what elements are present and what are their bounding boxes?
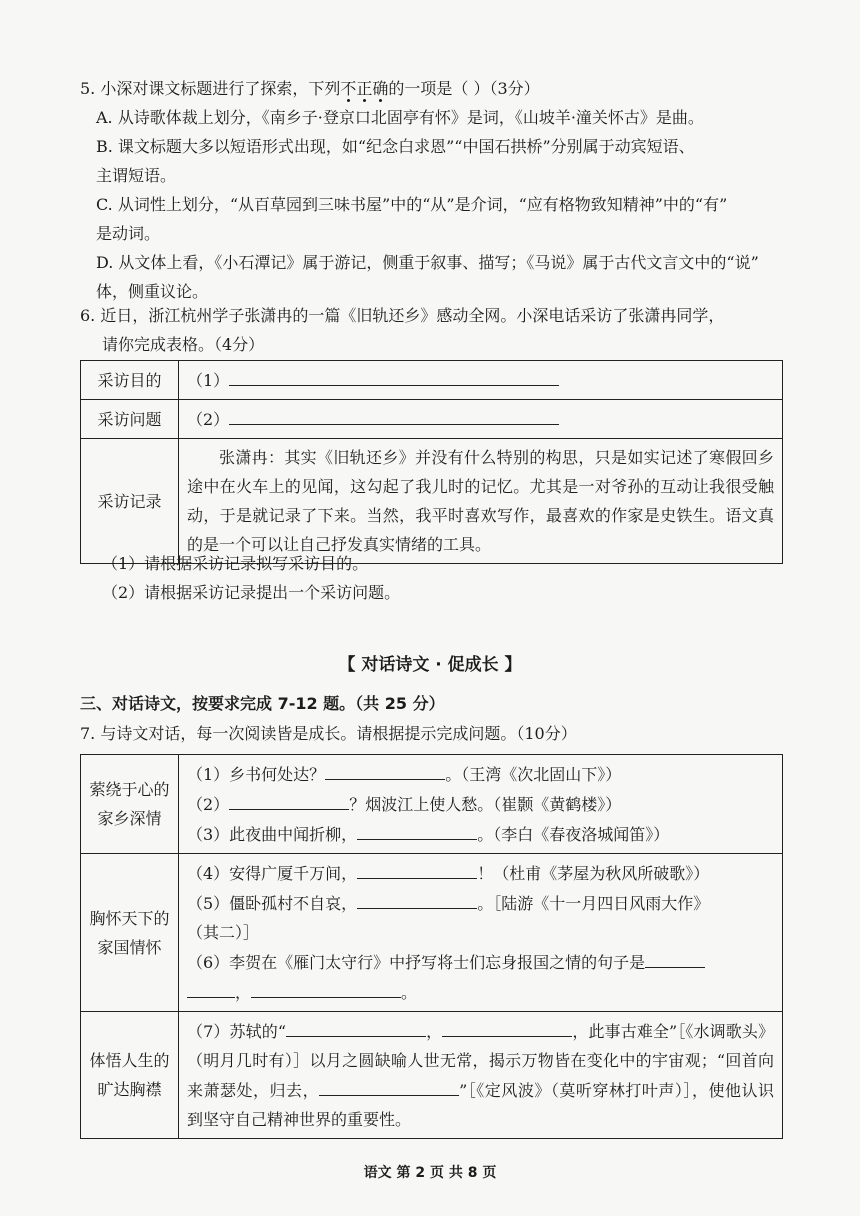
answer-blank[interactable] [645,947,705,968]
option-c [80,190,780,248]
line-3 [187,819,774,849]
group-label-life: 体悟人生的旷达胸襟 [81,1012,179,1139]
answer-blank[interactable] [229,404,559,425]
line-2 [187,789,774,819]
option-d-line2: 体，侧重议论。 [96,282,209,301]
line-text: 。（李白《春夜洛城闻笛》） [477,825,670,844]
group-life-lines [179,1012,783,1139]
answer-cell-purpose [179,361,783,400]
line-text: （3）此夜曲中闻折柳， [187,825,358,844]
emphasis-char: 正 [356,79,373,98]
question-5 [80,74,780,306]
answer-blank[interactable] [357,819,477,840]
group-label-hometown: 萦绕于心的家乡深情 [81,755,179,854]
line-text: ”［《定风波》（莫听穿林打叶声）］，使他认识到坚守自己精神世界的重要性。 [187,1081,774,1129]
question-6-stem [80,301,780,359]
answer-cell-question [179,400,783,439]
option-c-line2: 是动词。 [96,224,161,243]
line-text: ？烟波江上使人愁。（崔颢《黄鹤楼》） [349,795,622,814]
line-text: 。（王湾《次北固山下》） [445,765,622,784]
question-6-stem-line1: 6. 近日，浙江杭州学子张潇冉的一篇《旧轨还乡》感动全网。小深电话采访了张潇冉同学， [80,306,725,325]
line-4 [187,858,774,888]
option-d-line1: D. 从文体上看，《小石潭记》属于游记，侧重于叙事、描写；《马说》属于古代文言文中的“说” [96,253,759,272]
line-text: ，此事古难全”［《水调歌头》（明月几时有）］以月之圆缺喻人世无常，揭示万物皆在变化中的宇宙观；“回首向来萧瑟处，归去， [187,1022,774,1100]
question-7-stem [80,719,780,748]
line-text: （5）僵卧孤村不自哀， [187,894,358,913]
stem-text: 的一项是（ ）（3分） [388,79,540,98]
table-row [81,400,783,439]
table-row [81,361,783,400]
line-1 [187,759,774,789]
line-text: （6）李贺在《雁门太守行》中抒写将士们忘身报国之情的句子是 [187,953,646,972]
question-6-subquestions [80,549,780,607]
line-text: 。 [401,983,418,1002]
answer-number: （2） [187,410,230,429]
line-text: ， [426,1022,443,1041]
answer-number: （1） [187,371,230,390]
option-b [80,132,780,190]
question-7-stem-text: 7. 与诗文对话，每一次阅读皆是成长。请根据提示完成问题。（10分） [80,724,577,743]
interview-table [80,360,783,564]
emphasis-char: 确 [372,79,389,98]
line-6-cont [187,977,774,1007]
line-text: （2） [187,795,230,814]
table-row [81,1012,783,1139]
answer-blank[interactable] [286,1016,426,1037]
page-footer: 语文 第 2 页 共 8 页 [363,1165,497,1181]
answer-blank[interactable] [251,977,401,998]
line-text: （4）安得广厦千万间， [187,864,358,883]
row-label-purpose: 采访目的 [81,361,179,400]
line-text: （1）乡书何处达？ [187,765,326,784]
subquestion-1: （1）请根据采访记录拟写采访目的。 [102,554,369,573]
question-6-stem-line2: 请你完成表格。（4分） [102,335,265,354]
answer-blank[interactable] [357,888,477,909]
line-text: （7）苏轼的“ [187,1022,287,1041]
answer-blank[interactable] [229,789,349,810]
table-row [81,439,783,564]
option-c-line1: C. 从词性上划分，“从百草园到三味书屋”中的“从”是介词，“应有格物致知精神”中的“有” [96,195,728,214]
answer-blank[interactable] [187,977,235,998]
question-5-stem [80,74,780,103]
option-d [80,248,780,306]
option-a: A. 从诗歌体裁上划分，《南乡子·登京口北固亭有怀》是词，《山坡羊·潼关怀古》是曲。 [96,108,704,127]
answer-blank[interactable] [357,858,477,879]
poetry-table [80,754,783,1139]
answer-blank[interactable] [319,1075,459,1096]
line-text: 。［陆游《十一月四日风雨大作》 [477,894,710,913]
line-text: ， [235,983,252,1002]
part-title: 三、对话诗文，按要求完成 7-12 题。（共 25 分） [80,694,445,713]
answer-blank[interactable] [325,759,445,780]
answer-blank[interactable] [229,365,559,386]
group-label-country: 胸怀天下的家国情怀 [81,854,179,1012]
stem-text: 5. 小深对课文标题进行了探索，下列 [80,79,341,98]
table-row [81,755,783,854]
subquestion-2: （2）请根据采访记录提出一个采访问题。 [102,583,401,602]
row-label-question: 采访问题 [81,400,179,439]
group-hometown-lines [179,755,783,854]
line-5-cont: （其二）］ [187,923,260,942]
emphasis-char: 不 [340,79,357,98]
line-6 [187,947,774,977]
row-label-record: 采访记录 [81,439,179,564]
section-title: 【 对话诗文 · 促成长 】 [338,655,522,675]
group-country-lines [179,854,783,1012]
option-b-line1: B. 课文标题大多以短语形式出现，如“纪念白求恩”“中国石拱桥”分别属于动宾短语、 [96,137,695,156]
table-row [81,854,783,1012]
record-text: 张潇冉：其实《旧轨还乡》并没有什么特别的构思，只是如实记述了寒假回乡途中在火车上的见闻，这勾起了我儿时的记忆。尤其是一对爷孙的互动让我很受触动，于是就记录了下来。当然，我平时喜欢写作，最喜欢的作家是史铁生。语文真的是一个可以让自己抒发真实情绪的工具。 [179,439,783,564]
option-b-line2: 主谓短语。 [96,166,177,185]
line-5 [187,888,774,918]
answer-blank[interactable] [442,1016,572,1037]
line-text: ！（杜甫《茅屋为秋风所破歌》） [477,864,710,883]
